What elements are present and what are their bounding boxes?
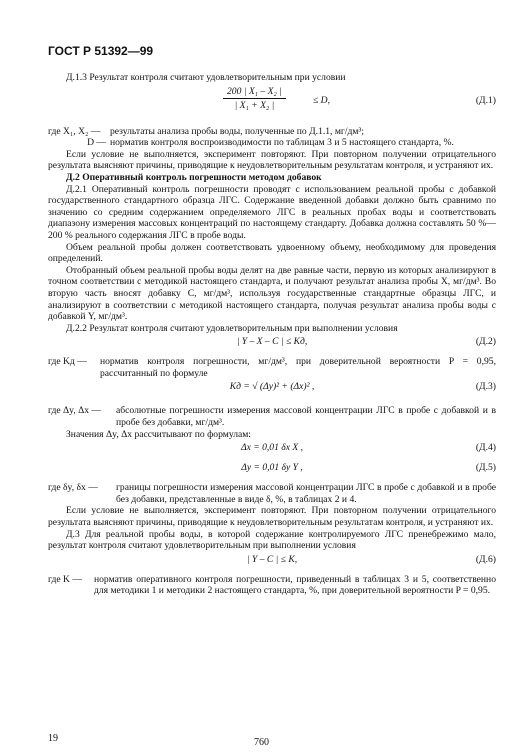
where-label: где δy, δx —: [48, 482, 98, 494]
formula-number: (Д.2): [475, 336, 496, 348]
formula-rest: ≤ D,: [313, 94, 330, 106]
paragraph-values: Значения Δy, Δx рассчитывают по формулам:: [66, 428, 251, 440]
fraction-denominator: | X₁ + X₂ |: [234, 100, 275, 112]
where-label: D —: [87, 137, 106, 149]
formula-d1: [48, 86, 496, 124]
where-label: где X₁, X₂ —: [48, 125, 101, 137]
formula-d6: [48, 554, 496, 572]
page-header: ГОСТ Р 51392—99: [48, 44, 154, 58]
clause-d22: Д.2.2 Результат контроля считают удовлетворительным при выполнении условия: [66, 322, 398, 334]
page-number-center: 760: [254, 737, 269, 748]
paragraph-repeat-1: Если условие не выполняется, эксперимент повторяют. При повторном получении отрицательного результата выясняют причины, приводящие к неудовлетворительным результатам контроля, и устраняют их.: [48, 148, 496, 172]
where-label: где Kд —: [48, 356, 87, 368]
formula-number: (Д.6): [475, 553, 496, 565]
formula-d2: [48, 336, 496, 354]
where-body: норматив контроля воспроизводимости по таблицам 3 и 5 настоящего стандарта, %.: [110, 137, 454, 149]
formula-expression: Kд = √ (Δy)² + (Δx)² ,: [229, 381, 315, 393]
formula-d4: [48, 442, 496, 460]
where-body: норматив оперативного контроля погрешности, приведенный в таблицах 3 и 5, соответственно для методики 1 и методики 2 настоящего стандарта, %, при доверительной вероятности P = 0,95.: [94, 573, 496, 597]
fraction-numerator: 200 | X₁ – X₂ |: [223, 86, 286, 100]
clause-d3: Д.3 Для реальной пробы воды, в которой содержание контролируемого ЛГС пренебрежимо мало, результат контроля считают удовлетворительным при выполнении условия: [48, 528, 496, 552]
where-body: норматив контроля погрешности, мг/дм³, при доверительной вероятности P = 0,95, рассчитанный по формуле: [100, 356, 496, 379]
clause-d21: Д.2.1 Оперативный контроль погрешности проводят с использованием реальной пробы с добавкой государственного стандартного образца ЛГС. Содержание введенной добавки должно быть сравнимо по значению со средним содержанием определяемого ЛГС в реальных пробах воды и соответствовать диапазону измерения массовых концентраций по настоящему стандарту. Добавка должна составлять 50 %—200 % реального содержания ЛГС в пробе воды.: [48, 183, 496, 241]
paragraph-repeat-2: Если условие не выполняется, эксперимент повторяют. При повторном получении отрицательного результата выясняют причины, приводящие к неудовлетворительным результатам контроля, и устраняют их.: [48, 505, 496, 529]
section-title-d2: Д.2 Оперативный контроль погрешности методом добавок: [66, 171, 322, 183]
where-body: абсолютные погрешности измерения массовой концентрации ЛГС в пробе с добавкой и в пробе без добавки, мг/дм³.: [116, 405, 496, 429]
where-kd: [48, 356, 496, 379]
paragraph-procedure: Отобранный объем реальной пробы воды делят на две равные части, первую из которых анализируют в точном соответствии с методикой настоящего стандарта, и получают результат анализа пробы X, мг/дм³. Во вторую часть вносят добавку C, мг/дм³, используя государственные стандартные образцы ЛГС, и анализируют в соответствии с методикой настоящего стандарта, получая результат анализа пробы воды с добавкой Y, мг/дм³.: [48, 264, 496, 323]
where-d: [48, 137, 496, 149]
where-x1x2: [48, 126, 496, 138]
clause-d13: Д.1.3 Результат контроля считают удовлетворительным при условии: [66, 72, 346, 83]
where-body: границы погрешности измерения массовой концентрации ЛГС в пробе с добавкой и в пробе без добавки, представленные в виде δ, %, в таблицах 2 и 4.: [116, 482, 496, 505]
formula-d5: [48, 462, 496, 480]
formula-number: (Д.5): [475, 462, 496, 474]
formula-expression: Δy = 0,01 δy Y ,: [241, 462, 303, 474]
paragraph-volume: Объем реальной пробы должен соответствовать удвоенному объему, необходимому для проведения определений.: [48, 241, 496, 265]
formula-number: (Д.1): [475, 94, 496, 106]
where-deltas-bounds: [48, 482, 496, 505]
formula-number: (Д.3): [475, 381, 496, 393]
page-content: [48, 72, 496, 597]
where-label: где K —: [48, 573, 82, 585]
formula-expression: | Y – C | ≤ K,: [246, 553, 298, 565]
formula-number: (Д.4): [475, 442, 496, 454]
where-body: результаты анализа пробы воды, полученные по Д.1.1, мг/дм³;: [110, 125, 365, 137]
where-k: [48, 574, 496, 597]
page-number-left: 19: [48, 733, 58, 744]
formula-expression: | Y – X – C | ≤ Kд,: [236, 336, 308, 348]
where-label: где Δy, Δx —: [48, 405, 102, 417]
where-deltas: [48, 405, 496, 428]
formula-expression: Δx = 0,01 δx X ,: [240, 442, 304, 454]
formula-d3: [48, 381, 496, 403]
fraction: [223, 86, 286, 112]
